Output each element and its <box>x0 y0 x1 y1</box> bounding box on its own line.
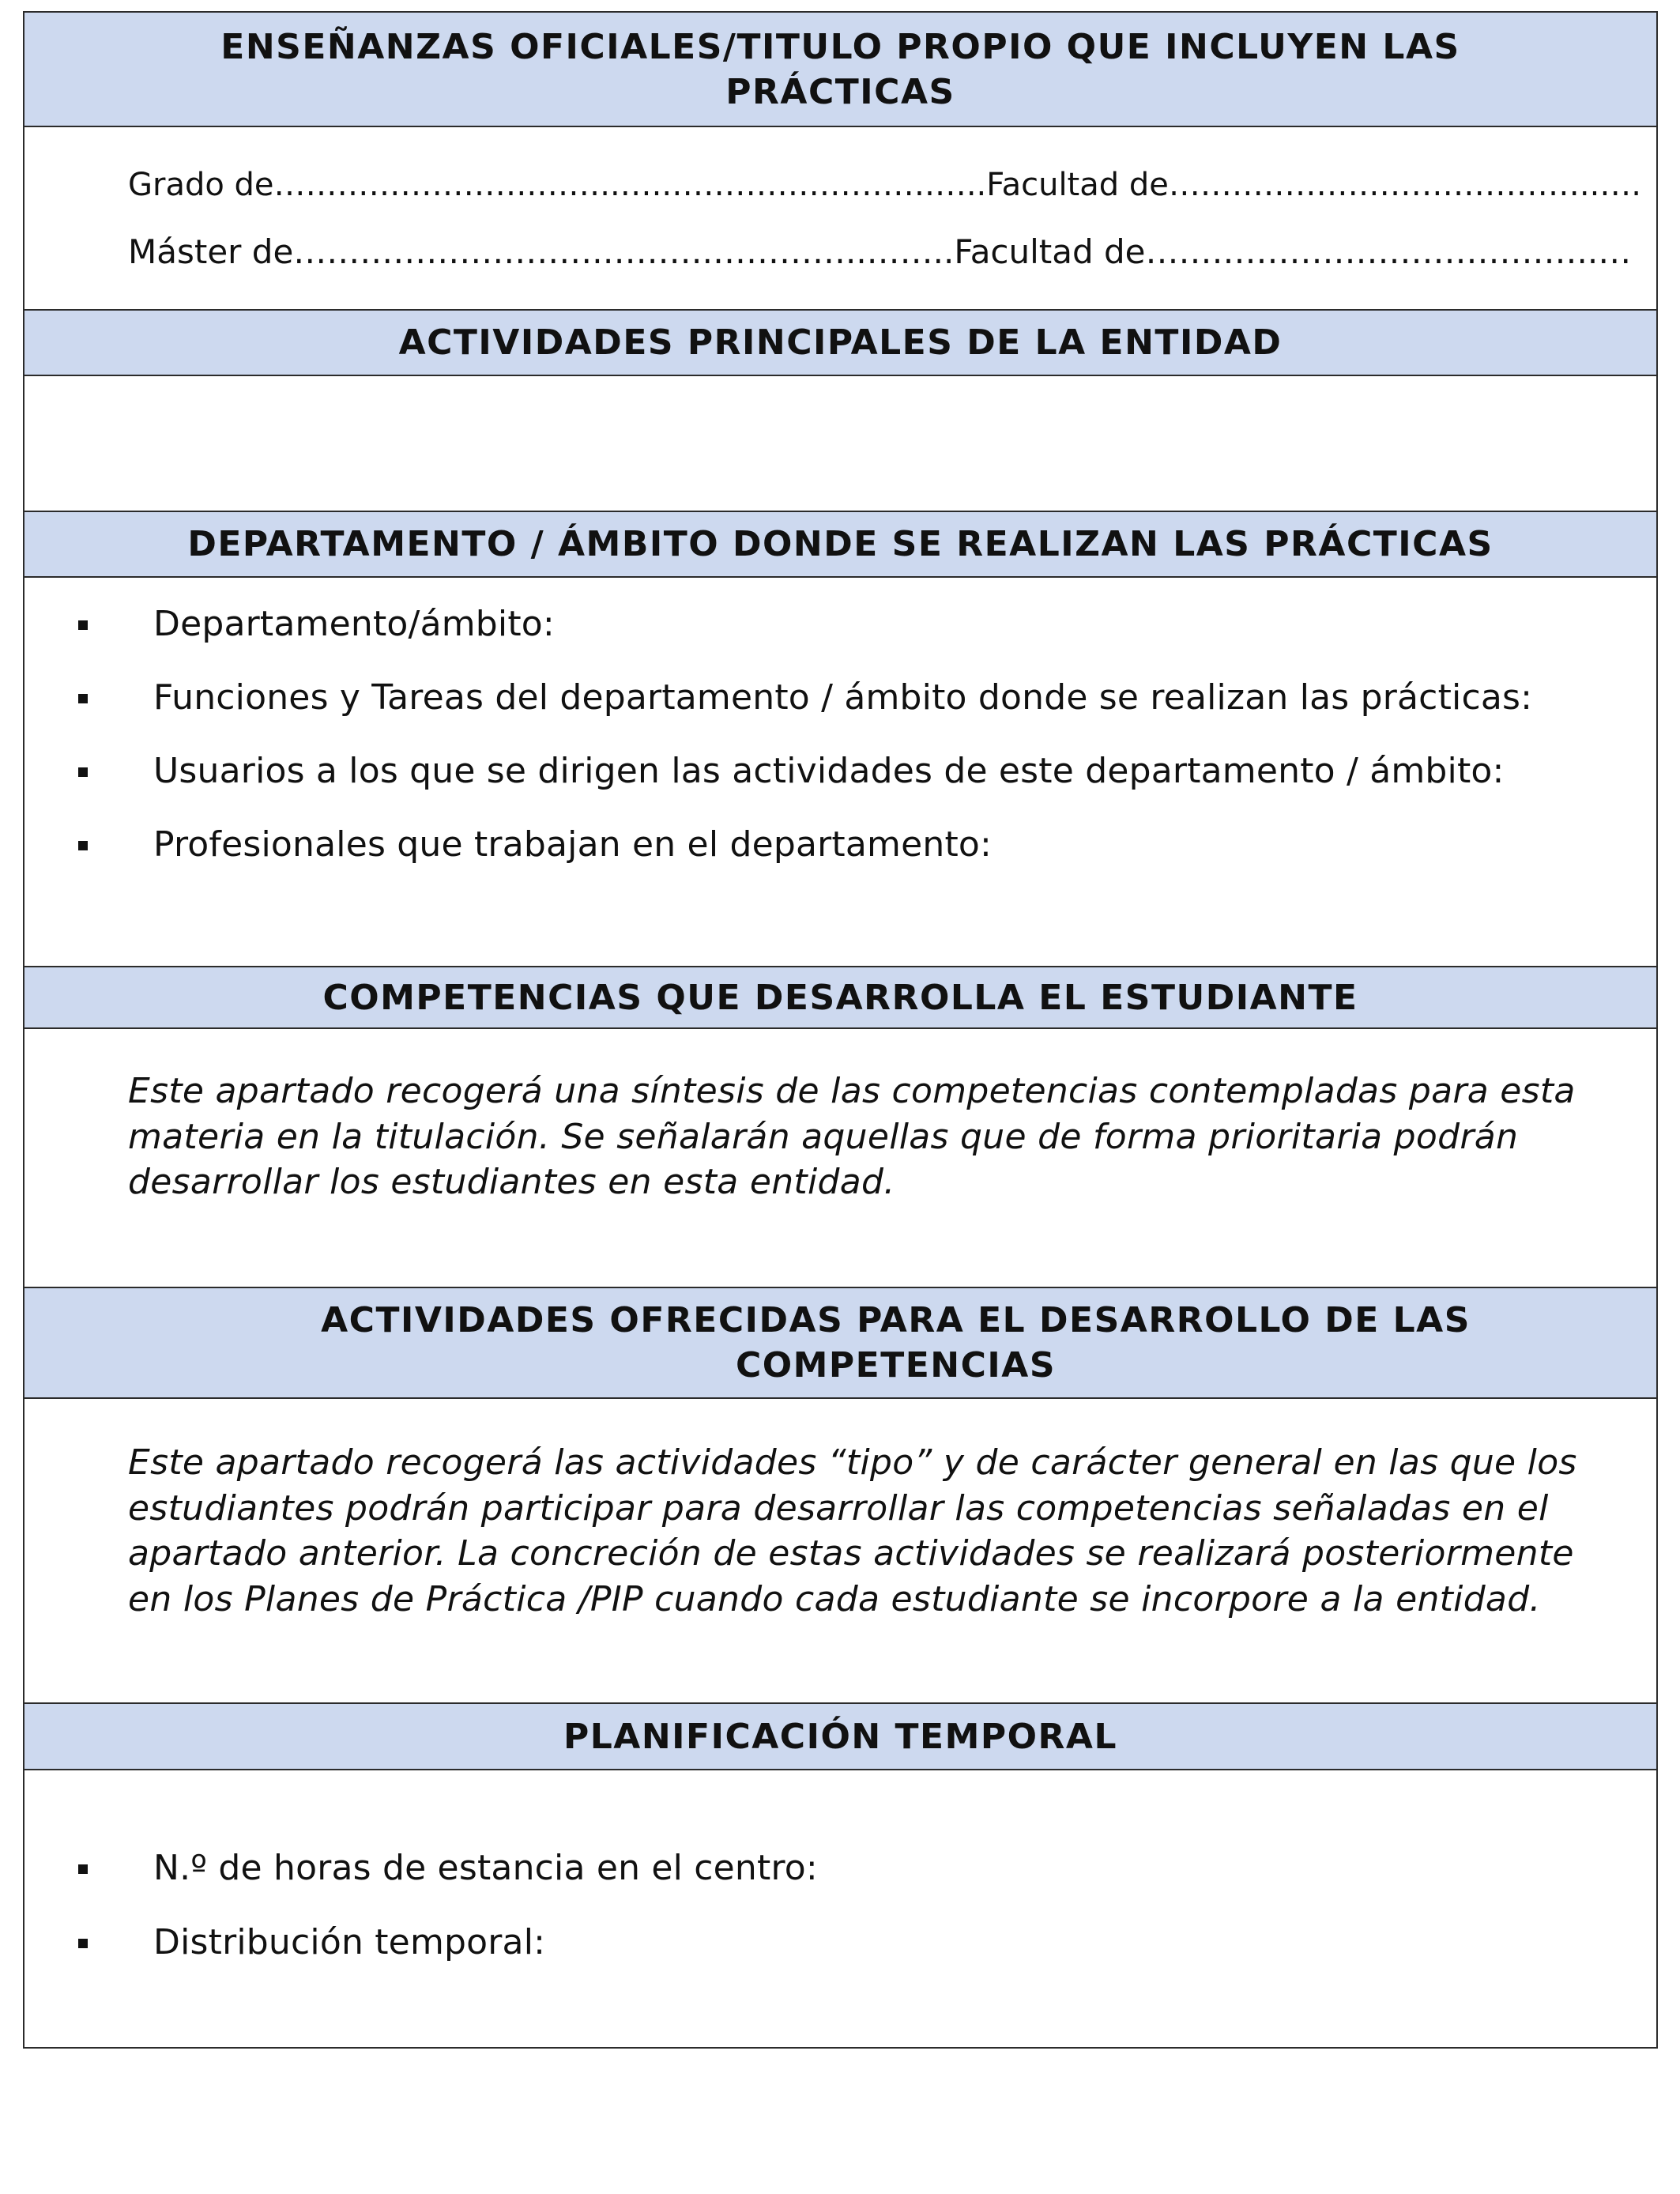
section-title-ensenanzas: ENSEÑANZAS OFICIALES/TITULO PROPIO QUE INCLUYEN LAS PRÁCTICAS <box>220 26 1460 112</box>
grado-field[interactable]: Grado de…………………….……..…..…………………….…..Facultad de…………………………………..…. <box>128 167 1641 203</box>
section-title-planificacion: PLANIFICACIÓN TEMPORAL <box>563 1716 1117 1757</box>
profesionales-item-label: Profesionales que trabajan en el departamento: <box>153 824 993 865</box>
actividades-principales-field[interactable] <box>24 376 1656 511</box>
bullet-icon <box>78 620 88 630</box>
bullet-icon <box>78 694 88 703</box>
section-header-departamento <box>24 511 1656 578</box>
actividades-ofrecidas-description: Este apartado recogerá las actividades “tipo” y de carácter general en las que los estudiantes podrán participar para desarrollar las competencias señaladas en el apartado anterior. La concreción de estas actividades se realizará posteriormente en los Planes de Práctica /PIP cuando cada estudiante se incorpore a la entidad. <box>128 1442 1577 1619</box>
section-title-competencias: COMPETENCIAS QUE DESARROLLA EL ESTUDIANTE <box>322 977 1358 1018</box>
horas-item-label: N.º de horas de estancia en el centro: <box>153 1848 818 1888</box>
list-item <box>24 748 1656 795</box>
section-header-ensenanzas <box>24 13 1656 127</box>
list-item <box>24 674 1656 722</box>
usuarios-item-label: Usuarios a los que se dirigen las actividades de este departamento / ámbito: <box>153 751 1505 791</box>
section-title-departamento: DEPARTAMENTO / ÁMBITO DONDE SE REALIZAN LAS PRÁCTICAS <box>187 524 1494 564</box>
section-header-actividades-ofrecidas <box>24 1287 1656 1399</box>
form-table <box>23 11 1658 2049</box>
competencias-description: Este apartado recogerá una síntesis de las competencias contempladas para esta materia en la titulación. Se señalarán aquellas que de forma prioritaria podrán desarrollar los estudiantes en esta entidad. <box>128 1071 1576 1202</box>
departamento-item-label: Departamento/ámbito: <box>153 604 555 644</box>
section-title-actividades-principales: ACTIVIDADES PRINCIPALES DE LA ENTIDAD <box>398 322 1283 363</box>
bullet-icon <box>78 841 88 850</box>
list-item <box>24 601 1656 648</box>
section-title-actividades-ofrecidas: ACTIVIDADES OFRECIDAS PARA EL DESARROLLO DE LAS COMPETENCIAS <box>321 1300 1471 1385</box>
section-header-planificacion <box>24 1702 1656 1770</box>
section-header-competencias <box>24 966 1656 1029</box>
distribucion-item-label: Distribución temporal: <box>153 1922 546 1962</box>
list-item <box>24 1845 1656 1892</box>
master-field[interactable]: Máster de……………………….……….…………..……..Facultad de…………………………………..… <box>128 232 1632 271</box>
bullet-icon <box>78 1864 88 1874</box>
bullet-icon <box>78 1939 88 1948</box>
list-item <box>24 1919 1656 1966</box>
section-header-actividades-principales <box>24 309 1656 376</box>
list-item <box>24 821 1656 869</box>
funciones-item-label: Funciones y Tareas del departamento / ámbito donde se realizan las prácticas: <box>153 677 1533 718</box>
bullet-icon <box>78 767 88 777</box>
